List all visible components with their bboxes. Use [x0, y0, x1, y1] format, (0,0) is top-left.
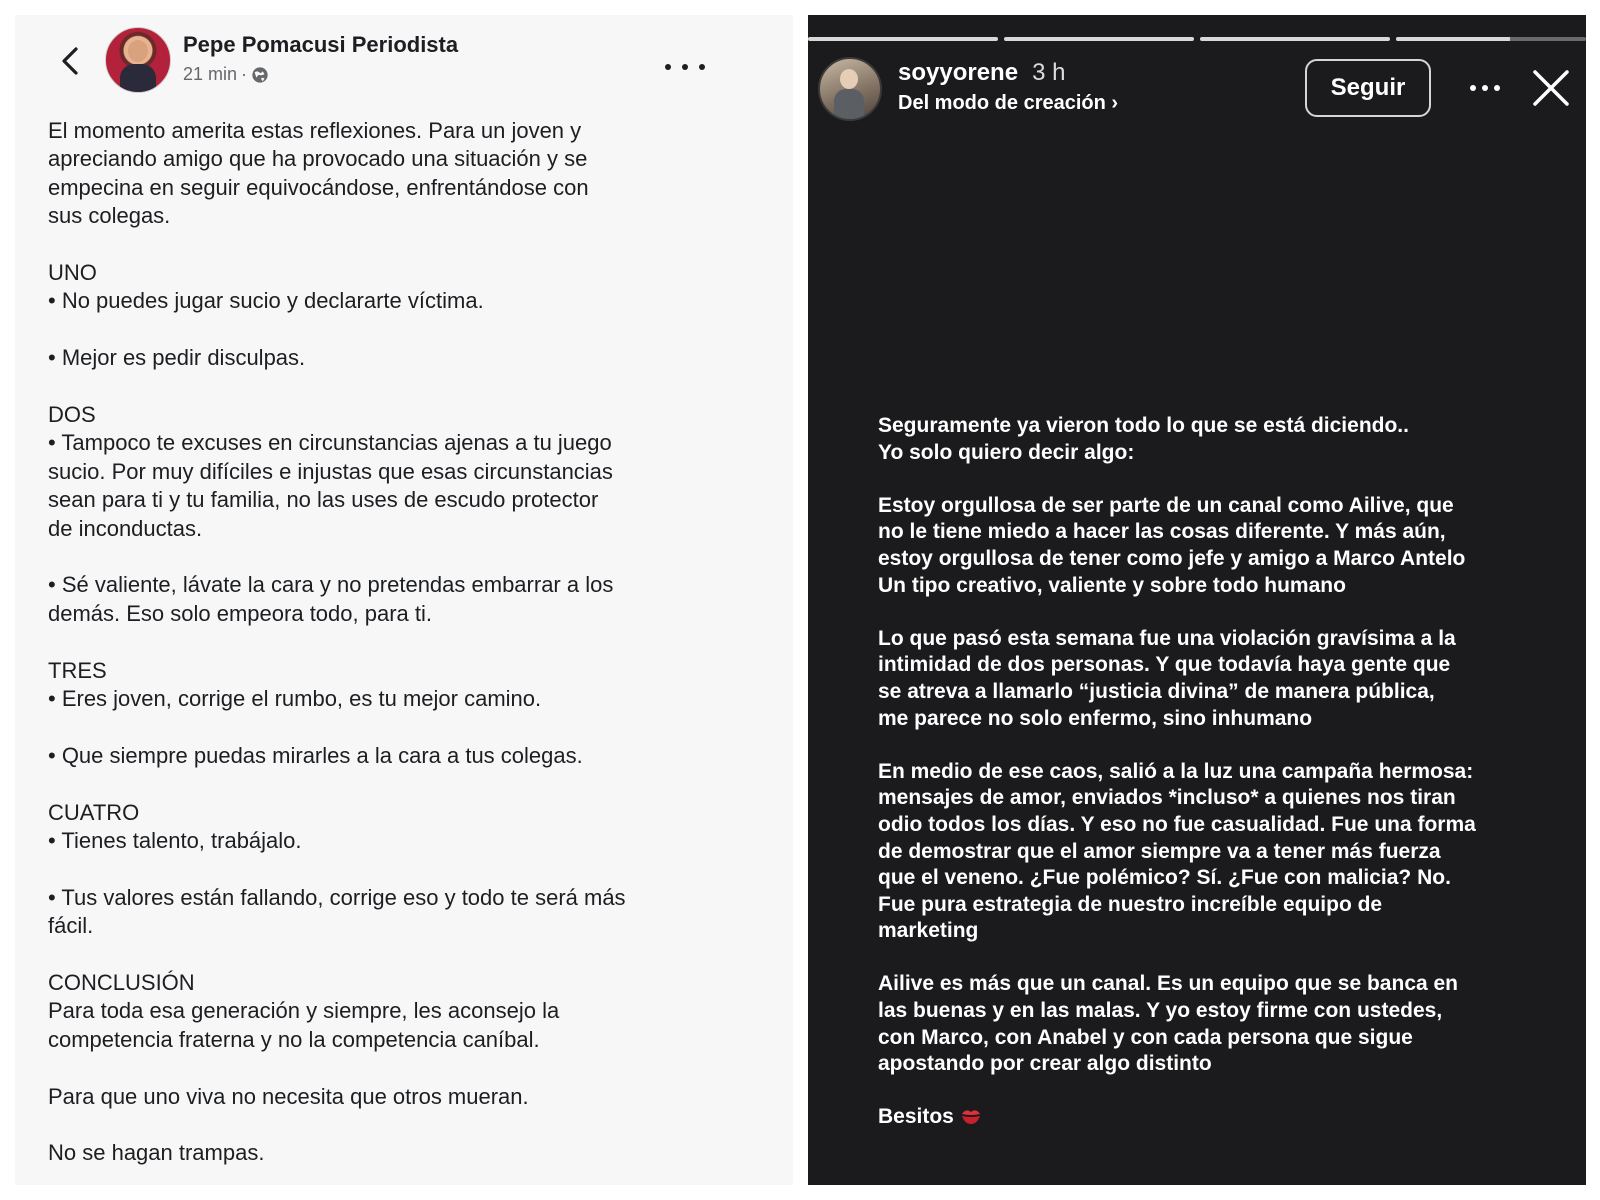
- post-paragraph: DOS • Tampoco te excuses en circunstancias ajenas a tu juego sucio. Por muy difíciles e injustas que esas circunstancias sean para ti y tu familia, no las uses de escudo protector de inconductas.: [48, 402, 613, 541]
- post-paragraph: UNO • No puedes jugar sucio y declararte víctima.: [48, 260, 484, 314]
- story-paragraph: Estoy orgullosa de ser parte de un canal como Ailive, que no le tiene miedo a hacer las cosas diferente. Y más aún, estoy orgullosa de tener como jefe y amigo a Marco Antelo Un tipo creativo, valiente y sobre todo humano: [878, 493, 1466, 597]
- back-button[interactable]: [53, 43, 89, 79]
- story-progress-segment: [1200, 37, 1390, 41]
- close-icon: [1530, 67, 1572, 109]
- globe-icon[interactable]: [251, 66, 269, 84]
- post-paragraph: TRES • Eres joven, corrige el rumbo, es tu mejor camino.: [48, 657, 542, 712]
- author-avatar[interactable]: [105, 27, 171, 93]
- story-paragraph: Seguramente ya vieron todo lo que se está diciendo.. Yo solo quiero decir algo:: [878, 414, 1409, 464]
- story-progress-segment: [808, 37, 998, 41]
- facebook-post-panel: [15, 15, 793, 1185]
- post-time[interactable]: 21 min: [183, 64, 238, 84]
- more-options-icon: [665, 64, 671, 70]
- more-options-icon: [1470, 85, 1476, 91]
- story-avatar[interactable]: [818, 57, 882, 121]
- story-paragraph: En medio de ese caos, salió a la luz una campaña hermosa: mensajes de amor, enviados *incluso* a quienes nos tiran odio todos los días. Y eso no fue casualidad. Fue una forma de demostrar que el amor siempre va a tener más fuerza que el veneno. ¿Fue polémico? Sí. ¿Fue con malicia? No. Fue pura estrategia de nuestro increíble equipo de marketing: [878, 759, 1476, 943]
- story-subtitle[interactable]: Del modo de creación ›: [898, 92, 1119, 114]
- post-header: [15, 15, 793, 115]
- instagram-story-panel: [808, 15, 1586, 1185]
- story-options-button[interactable]: [1470, 85, 1500, 93]
- story-signoff-line: [878, 1104, 1518, 1131]
- post-options-button[interactable]: [665, 55, 705, 79]
- back-arrow-icon: [53, 43, 89, 79]
- post-paragraph: El momento amerita estas reflexiones. Para un joven y apreciando amigo que ha provocado una situación y se empecina en seguir equivocándose, enfrentándose con sus colegas.: [48, 118, 589, 229]
- author-name[interactable]: Pepe Pomacusi Periodista: [183, 32, 459, 57]
- kiss-mark-icon: [960, 1106, 982, 1126]
- story-username[interactable]: soyyorene: [898, 59, 1019, 86]
- post-paragraph: • Mejor es pedir disculpas.: [48, 345, 306, 371]
- follow-button[interactable]: Seguir: [1305, 59, 1431, 117]
- story-progress-segment: [1004, 37, 1194, 41]
- story-username-row: [898, 59, 1065, 87]
- post-paragraph: • Tus valores están fallando, corrige eso y todo te será más fácil.: [48, 884, 626, 939]
- meta-separator: ·: [241, 64, 248, 84]
- story-paragraph: Ailive es más que un canal. Es un equipo que se banca en las buenas y en las malas. Y yo estoy firme con ustedes, con Marco, con Anabel y con cada persona que sigue apostando por crear algo distinto: [878, 972, 1459, 1076]
- story-time: 3 h: [1032, 59, 1066, 86]
- story-signoff: Besitos: [878, 1105, 954, 1129]
- story-progress: [808, 37, 1586, 41]
- story-paragraph: Lo que pasó esta semana fue una violación gravísima a la intimidad de dos personas. Y que todavía haya gente que se atreva a llamarlo “justicia divina” de manera pública, me parece no solo enfermo, sino inhumano: [878, 626, 1456, 730]
- post-paragraph: • Que siempre puedas mirarles a la cara a tus colegas.: [48, 742, 583, 768]
- post-paragraph: CUATRO • Tienes talento, trabájalo.: [48, 799, 302, 854]
- post-paragraph: No se hagan trampas.: [48, 1140, 265, 1166]
- post-paragraph: • Sé valiente, lávate la cara y no pretendas embarrar a los demás. Eso solo empeora todo, para ti.: [48, 572, 614, 626]
- story-text: [878, 413, 1518, 1131]
- close-button[interactable]: [1530, 67, 1572, 109]
- post-text: [48, 117, 738, 1168]
- post-meta: [183, 64, 269, 85]
- post-paragraph: Para que uno viva no necesita que otros mueran.: [48, 1083, 529, 1109]
- post-paragraph: CONCLUSIÓN Para toda esa generación y siempre, les aconsejo la competencia fraterna y no la competencia caníbal.: [48, 970, 560, 1052]
- story-progress-segment: [1396, 37, 1586, 41]
